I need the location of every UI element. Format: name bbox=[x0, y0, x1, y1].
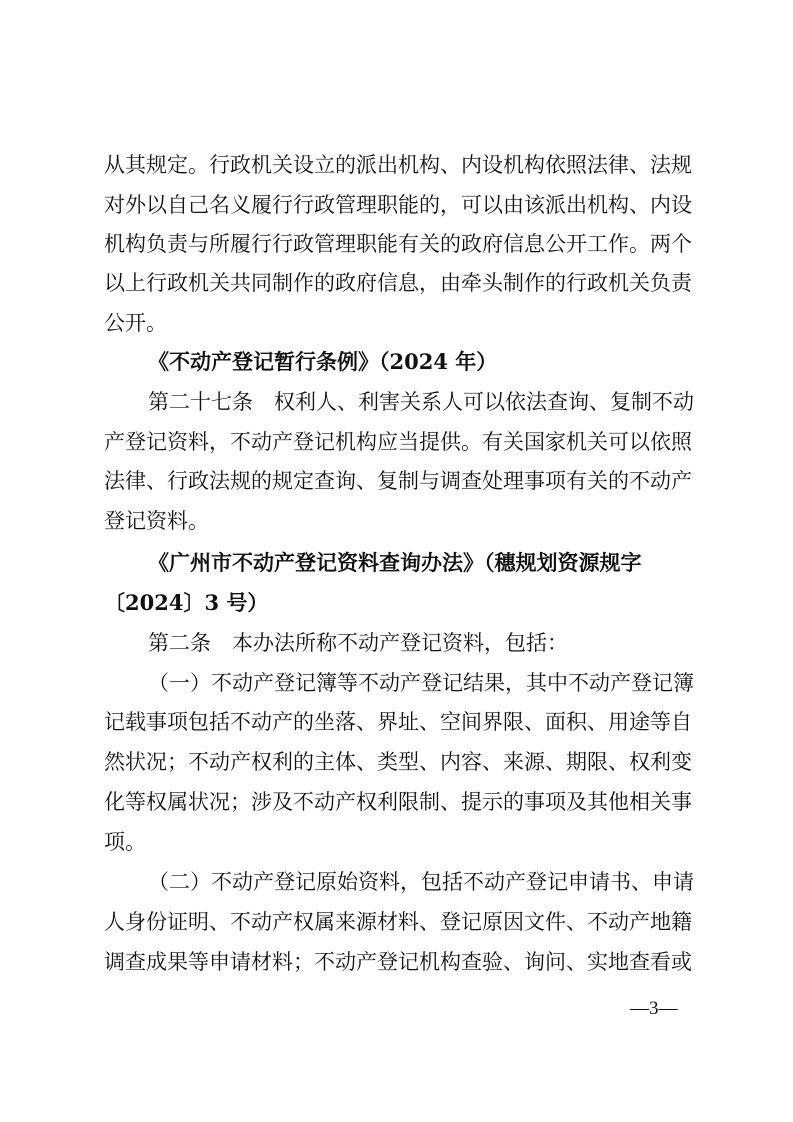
paragraph-line: （一）不动产登记簿等不动产登记结果，其中不动产登记簿 bbox=[148, 671, 694, 695]
paragraph-line: （二）不动产登记原始资料，包括不动产登记申请书、申请 bbox=[148, 870, 694, 894]
paragraph-line: 法律、行政法规的规定查询、复制与调查处理事项有关的不动产 bbox=[104, 469, 692, 493]
paragraph-line: 公开。 bbox=[104, 311, 167, 335]
paragraph-line: 产登记资料，不动产登记机构应当提供。有关国家机关可以依照 bbox=[104, 430, 692, 454]
paragraph-line: 人身份证明、不动产权属来源材料、登记原因文件、不动产地籍 bbox=[104, 910, 692, 934]
section-heading: 《不动产登记暂行条例》（2024 年） bbox=[148, 349, 498, 374]
paragraph-line: 对外以自己名义履行行政管理职能的，可以由该派出机构、内设 bbox=[104, 193, 692, 217]
paragraph-line: 项。 bbox=[104, 830, 146, 854]
paragraph-line: 调查成果等申请材料；不动产登记机构查验、询问、实地查看或 bbox=[104, 950, 692, 974]
paragraph-line: 登记资料。 bbox=[104, 509, 209, 533]
section-heading: 〔2024〕3 号） bbox=[104, 590, 269, 615]
paragraph-line: 第二十七条 权利人、利害关系人可以依法查询、复制不动 bbox=[148, 390, 694, 414]
paragraph-line: 从其规定。行政机关设立的派出机构、内设机构依照法律、法规 bbox=[104, 153, 692, 177]
section-heading: 《广州市不动产登记资料查询办法》（穗规划资源规字 bbox=[148, 550, 642, 575]
paragraph-line: 第二条 本办法所称不动产登记资料，包括： bbox=[148, 631, 568, 655]
paragraph-line: 化等权属状况；涉及不动产权利限制、提示的事项及其他相关事 bbox=[104, 790, 692, 814]
paragraph-line: 然状况；不动产权利的主体、类型、内容、来源、期限、权利变 bbox=[104, 750, 692, 774]
paragraph-line: 记载事项包括不动产的坐落、界址、空间界限、面积、用途等自 bbox=[104, 710, 692, 734]
paragraph-line: 机构负责与所履行行政管理职能有关的政府信息公开工作。两个 bbox=[104, 232, 692, 256]
page-number: —3— bbox=[630, 998, 678, 1019]
paragraph-line: 以上行政机关共同制作的政府信息，由牵头制作的行政机关负责 bbox=[104, 271, 692, 295]
